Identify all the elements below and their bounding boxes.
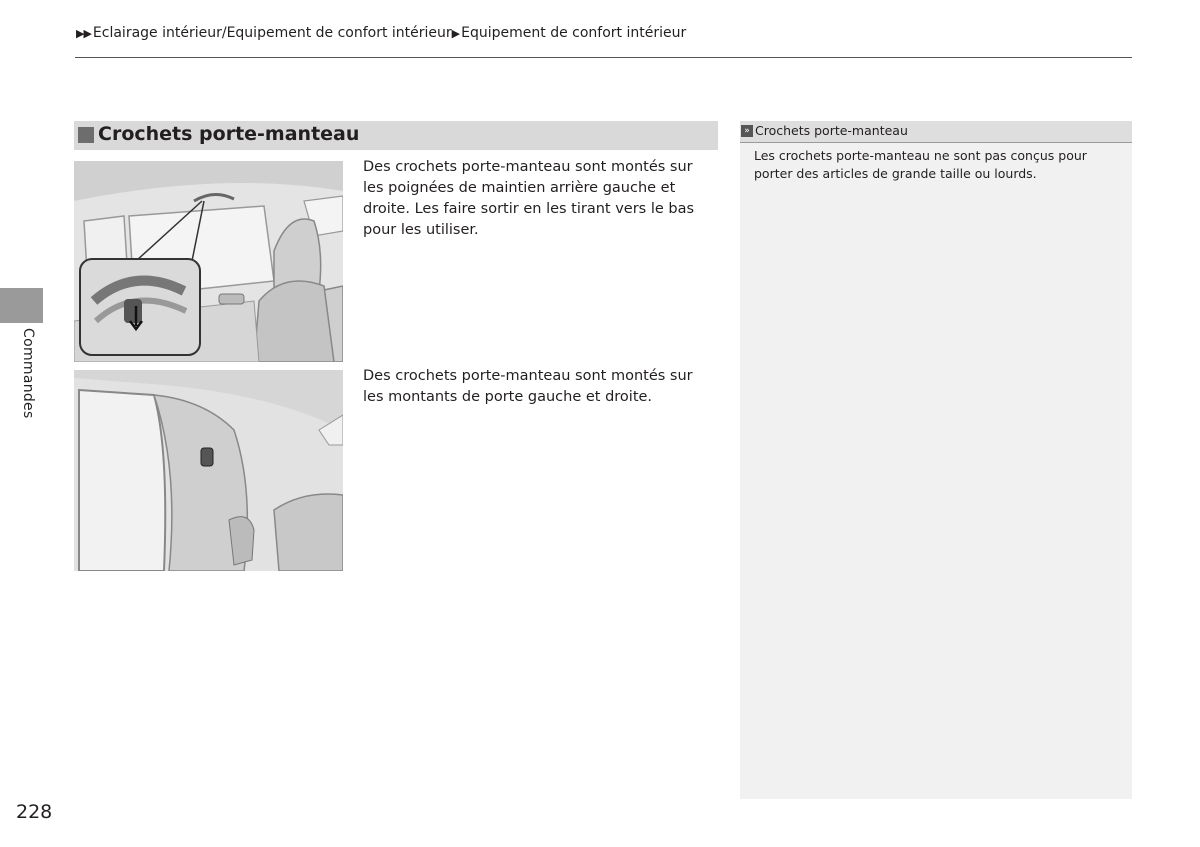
page-number: 228: [16, 801, 53, 823]
side-note-title: Crochets porte-manteau: [755, 123, 908, 138]
breadcrumb: [76, 25, 686, 41]
double-arrow-icon: ▶▶: [76, 27, 91, 40]
arrow-icon: ▶: [451, 27, 460, 40]
side-note-header: [740, 121, 1132, 143]
side-tab-marker: [0, 288, 43, 323]
door-pillar-hook-illustration: [74, 370, 343, 571]
paragraph-door-pillar-hooks: Des crochets porte-manteau sont montés sur les montants de porte gauche et droite.: [363, 368, 693, 405]
section-heading: [74, 121, 718, 150]
side-note: [740, 121, 1132, 799]
side-tab-label: Commandes: [20, 328, 36, 419]
grab-handle-hook-illustration: [74, 161, 343, 362]
breadcrumb-part-2[interactable]: Equipement de confort intérieur: [461, 25, 687, 41]
breadcrumb-part-1[interactable]: Eclairage intérieur/Equipement de confort intérieur: [92, 25, 452, 41]
side-note-text: Les crochets porte-manteau ne sont pas conçus pour porter des articles de grande taille ou lourds.: [754, 148, 1087, 181]
reference-marker-icon: »: [741, 125, 753, 137]
section-square-icon: [78, 127, 94, 143]
header-divider: [75, 57, 1132, 58]
paragraph-grab-handle-hooks: Des crochets porte-manteau sont montés sur les poignées de maintien arrière gauche et droite. Les faire sortir en les tirant vers le bas pour les utiliser.: [363, 159, 695, 238]
section-title: Crochets porte-manteau: [98, 123, 360, 145]
